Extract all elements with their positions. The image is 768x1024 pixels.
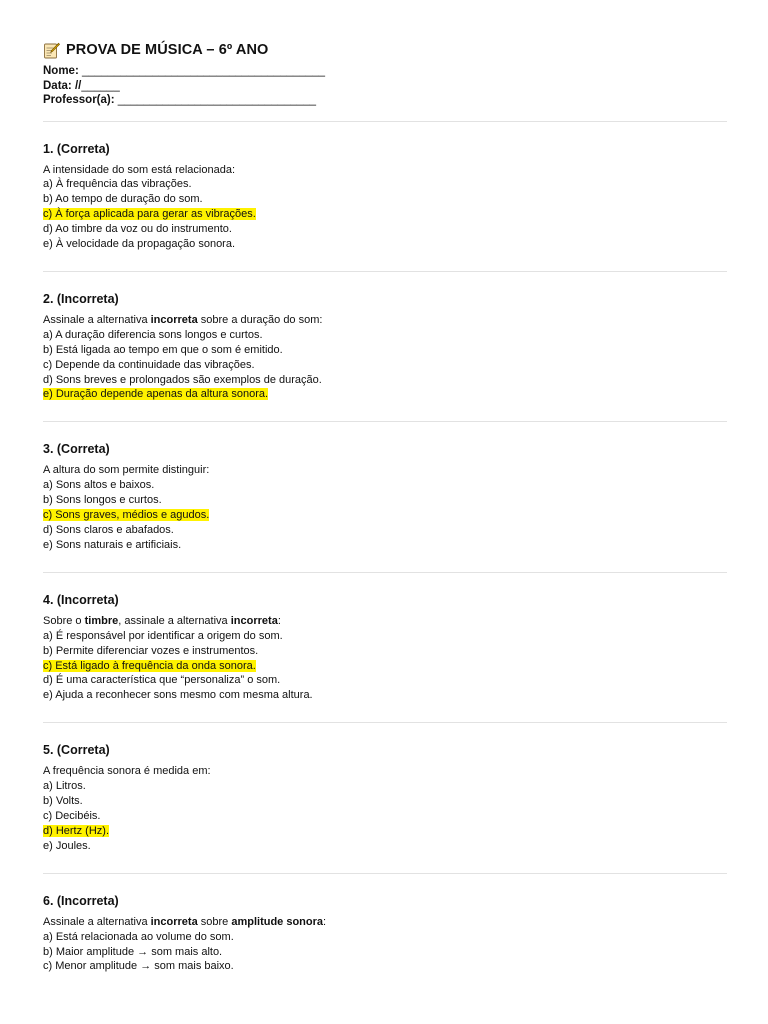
answer-text: a) A duração diferencia sons longos e curtos. — [43, 328, 263, 341]
question-6 — [43, 874, 727, 994]
question-heading: 5. (Correta) — [43, 743, 110, 758]
answer-option[interactable] — [43, 343, 727, 358]
teacher-blank: _______________________________ — [117, 94, 317, 106]
student-info — [43, 64, 727, 108]
answer-text: e) À velocidade da propagação sonora. — [43, 238, 236, 251]
answer-text: c) Depende da continuidade das vibrações. — [43, 358, 255, 371]
answer-option[interactable] — [43, 688, 727, 703]
answer-option[interactable] — [43, 538, 727, 553]
prompt-emphasis: amplitude sonora — [231, 915, 324, 928]
prompt-emphasis: incorreta — [150, 915, 198, 928]
date-blank: ______ — [81, 79, 120, 92]
prompt-emphasis: timbre — [84, 614, 119, 627]
answer-text: b) Maior amplitude → som mais alto. — [43, 945, 223, 958]
question-heading: 6. (Incorreta) — [43, 893, 119, 908]
prompt-emphasis: incorreta — [150, 313, 198, 326]
answer-option[interactable] — [43, 523, 727, 538]
question-3 — [43, 422, 727, 571]
question-heading: 2. (Incorreta) — [43, 291, 119, 306]
answer-option[interactable] — [43, 222, 727, 237]
answer-text: e) Joules. — [43, 839, 91, 852]
answer-option[interactable] — [43, 959, 727, 974]
answer-option[interactable] — [43, 508, 727, 523]
answer-option[interactable] — [43, 629, 727, 644]
prompt-text: Assinale a alternativa — [43, 313, 151, 326]
question-5 — [43, 723, 727, 872]
answer-text: d) É uma característica que “personaliza” o som. — [43, 674, 281, 687]
highlighted-answer: c) Está ligado à frequência da onda sonora. — [43, 659, 256, 672]
page-title: PROVA DE MÚSICA – 6º ANO — [66, 42, 269, 58]
answer-option[interactable] — [43, 644, 727, 659]
question-2 — [43, 272, 727, 421]
prompt-text: : — [277, 614, 281, 627]
highlighted-answer: c) Sons graves, médios e agudos. — [43, 509, 210, 522]
answer-option[interactable] — [43, 493, 727, 508]
question-prompt — [43, 764, 727, 779]
question-prompt — [43, 463, 727, 478]
answer-text: b) Volts. — [43, 795, 83, 808]
question-prompt — [43, 614, 727, 629]
prompt-text: A altura do som permite distinguir: — [43, 464, 210, 477]
answer-text: d) Sons breves e prolongados são exemplos de duração. — [43, 373, 322, 386]
answer-text: c) Decibéis. — [43, 809, 101, 822]
answer-option[interactable] — [43, 945, 727, 960]
answer-option[interactable] — [43, 328, 727, 343]
question-prompt — [43, 313, 727, 328]
answer-option[interactable] — [43, 373, 727, 388]
question-4 — [43, 573, 727, 722]
question-list — [43, 122, 727, 994]
answer-text: a) É responsável por identificar a origem do som. — [43, 629, 283, 642]
highlighted-answer: d) Hertz (Hz). — [43, 824, 109, 837]
question-prompt — [43, 915, 727, 930]
answer-option[interactable] — [43, 478, 727, 493]
answer-text: d) Ao timbre da voz ou do instrumento. — [43, 223, 232, 236]
answer-option[interactable] — [43, 930, 727, 945]
teacher-field[interactable]: Professor(a): _______________________________ — [43, 94, 317, 106]
answer-option[interactable] — [43, 779, 727, 794]
answer-option[interactable] — [43, 673, 727, 688]
question-heading: 3. (Correta) — [43, 442, 110, 457]
answer-option[interactable] — [43, 207, 727, 222]
name-blank: ______________________________________ — [81, 65, 326, 77]
answer-text: b) Sons longos e curtos. — [43, 494, 162, 507]
highlighted-answer: c) À força aplicada para gerar as vibrações. — [43, 208, 256, 221]
answer-option[interactable] — [43, 839, 727, 854]
question-heading: 4. (Incorreta) — [43, 592, 119, 607]
answer-text: a) Sons altos e baixos. — [43, 479, 155, 492]
answer-text: b) Está ligada ao tempo em que o som é emitido. — [43, 343, 283, 356]
answer-text: b) Ao tempo de duração do som. — [43, 193, 203, 206]
prompt-text: , assinale a alternativa — [118, 614, 231, 627]
name-field[interactable]: Nome: ______________________________________ — [43, 65, 326, 77]
answer-option[interactable] — [43, 177, 727, 192]
answer-text: a) Está relacionada ao volume do som. — [43, 930, 234, 943]
prompt-text: Assinale a alternativa — [43, 915, 151, 928]
date-field[interactable]: Data: //______ — [43, 79, 120, 92]
answer-option[interactable] — [43, 659, 727, 674]
answer-text: a) À frequência das vibrações. — [43, 178, 192, 191]
answer-option[interactable] — [43, 192, 727, 207]
prompt-text: sobre a duração do som: — [197, 313, 323, 326]
prompt-emphasis: incorreta — [230, 614, 278, 627]
answer-text: e) Sons naturais e artificiais. — [43, 538, 182, 551]
answer-text: d) Sons claros e abafados. — [43, 524, 174, 536]
exam-page — [43, 38, 727, 993]
question-1 — [43, 122, 727, 271]
answer-text: c) Menor amplitude → som mais baixo. — [43, 960, 234, 973]
answer-text: e) Ajuda a reconhecer sons mesmo com mesma altura. — [43, 689, 313, 702]
memo-icon — [43, 42, 60, 59]
prompt-text: Sobre o — [43, 614, 85, 627]
answer-option[interactable] — [43, 237, 727, 252]
answer-option[interactable] — [43, 358, 727, 373]
prompt-text: A frequência sonora é medida em: — [43, 765, 211, 778]
answer-text: b) Permite diferenciar vozes e instrumentos. — [43, 644, 259, 657]
title-row — [43, 38, 727, 62]
highlighted-answer: e) Duração depende apenas da altura sonora. — [43, 388, 269, 401]
answer-option[interactable] — [43, 824, 727, 839]
prompt-text: A intensidade do som está relacionada: — [43, 163, 236, 176]
answer-option[interactable] — [43, 387, 727, 402]
question-heading: 1. (Correta) — [43, 141, 110, 156]
answer-option[interactable] — [43, 809, 727, 824]
prompt-text: sobre — [197, 915, 232, 928]
prompt-text: : — [323, 915, 327, 928]
answer-option[interactable] — [43, 794, 727, 809]
question-prompt — [43, 163, 727, 178]
answer-text: a) Litros. — [43, 780, 86, 793]
